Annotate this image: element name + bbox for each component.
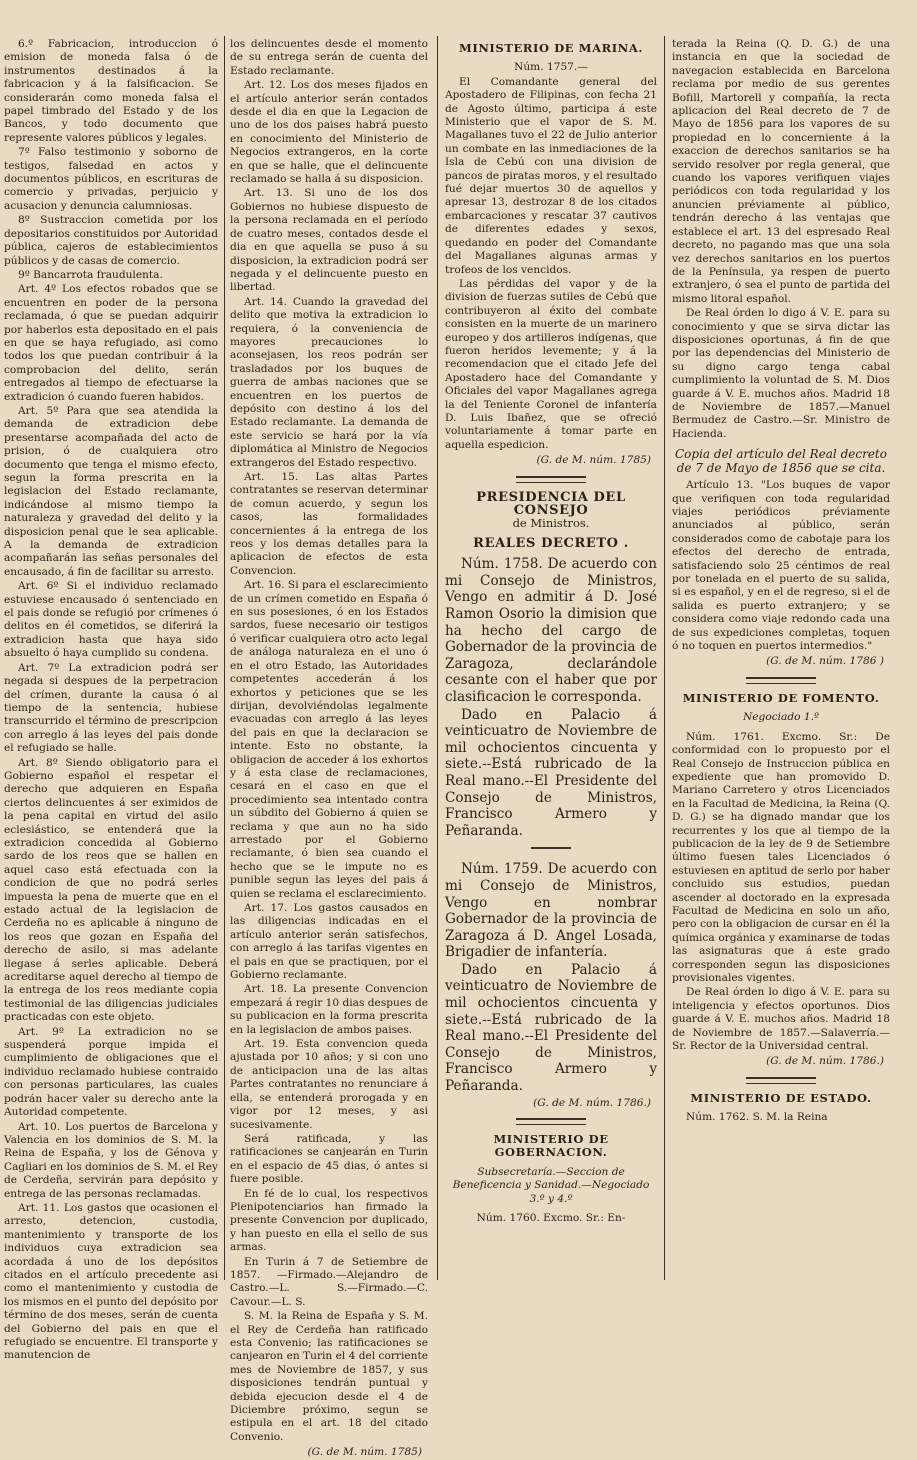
gazette-reference: (G. de M. núm. 1785) bbox=[307, 1446, 422, 1459]
paragraph: Art. 13. Si uno de los dos Gobiernos no hubiese dispuesto de la persona reclamada en el período de cuatro meses, contados desde el dia en que aquella se puso á su disposicion, la extradicion podrá ser negada y el delincuente puesto en libertad. bbox=[230, 187, 428, 294]
paragraph: Art. 19. Esta convencion queda ajustada por 10 años; y si con uno de anticipacion una de las altas Partes contratantes no renunciare á ella, se entenderá prorogada y en vigor por 12 meses, y asi sucesivamente. bbox=[230, 1038, 428, 1131]
paragraph: S. M. la Reina de España y S. M. el Rey de Cerdeña han ratificado esta Convenio; las ratificaciones se canjearon en Turin el 4 del corriente mes de Noviembre de 1857, y sus disposiciones tendrán puntual y debida ejecucion desde el 4 de Diciembre próximo, segun se estipula en el art. 18 del citado Convenio. bbox=[230, 1310, 428, 1443]
subsection-label: Negociado 1.º bbox=[743, 711, 819, 724]
section-subheading: de Ministros. bbox=[512, 516, 590, 531]
paragraph: Artículo 13. "Los buques de vapor que verifiquen con toda regularidad viajes periódicos préviamente anunciados al público, serán considerados como de cabotaje para los efectos del derecho de entrada, satisfaciendo solo 25 céntimos de real por tonelada en el puerto de su salida, si es español, y en el de regreso, si el de salida es puerto extranjero; y se considera como viaje redondo cada una de sus expediciones completas, toquen ó no toquen en puertos intermedios." bbox=[672, 479, 890, 653]
paragraph: 9º Bancarrota fraudulenta. bbox=[18, 268, 163, 281]
column-rule bbox=[664, 36, 665, 1280]
gazette-reference: (G. de M. núm. 1786.) bbox=[533, 1096, 651, 1109]
gazette-reference: (G. de M. núm. 1786.) bbox=[766, 1055, 884, 1068]
paragraph: Será ratificada, y las ratificaciones se canjearán en Turin en el espacio de 45 dias, ó antes si fuere posible. bbox=[230, 1132, 428, 1186]
paragraph: Art. 16. Si para el esclarecimiento de un crímen cometido en España ó en sus posesiones, ó en los Estados sardos, fuese necesario oir testigos ó verificar cualquiera otro acto legal de análoga naturaleza en el uno ó en el otro Estado, las Autoridades competentes accederán á los exhortos y peticiones que se les dirijan, devolviéndolas legalmente evacuadas con arreglo á las leyes del pais en que la declaracion se intente. Esto no obstante, la obligacion de acceder á los exhortos y á esta clase de reclamaciones, cesará en el caso en que el procedimiento sea intentado contra un súbdito del Gobierno á quien se reclama y que aun no ha sido arrestado por el Gobierno reclamante, ó bien sea cuando el hecho que se le impute no es punible segun las leyes del pais á quien se reclama el esclarecimiento. bbox=[230, 579, 428, 900]
paragraph: los delincuentes desde el momento de su entrega serán de cuenta del Estado reclamante. bbox=[230, 38, 428, 77]
decree-block bbox=[445, 556, 657, 1094]
section-heading-estado: MINISTERIO DE ESTADO. bbox=[690, 1090, 872, 1105]
column-rule bbox=[224, 36, 225, 1280]
paragraph: Dado en Palacio á veinticuatro de Noviembre de mil ochocientos cincuenta y siete.--Está rubricado de la Real mano.--El Presidente del Consejo de Ministros, Francisco Armero y Peñaranda. bbox=[445, 961, 657, 1095]
paragraph: Art. 15. Las altas Partes contratantes se reservan determinar de comun acuerdo, y segun los casos, las formalidades concernientes á la entrega de los reos y los demas detalles para la aplicacion de efectos de esta Convencion. bbox=[230, 471, 428, 577]
paragraph: terada la Reina (Q. D. G.) de una instancia en que la sociedad de navegacion establecida en Barcelona reclama por medio de sus gerentes Bofill, Martorell y compañía, la recta aplicacion del Real decreto de 7 de Mayo de 1856 para los vapores de su propiedad en lo concerniente á la exaccion de derechos sanitarios se ha servido resolver por regla general, que cuando los vapores verifiquen viajes periódicos con toda regularidad y los anuncien préviamente al público, tendrán derecho á las ventajas que establece el art. 13 del espresado Real decreto, no pagando mas que una sola vez derechos sanitarios en los puertos de la Península, ya respen de puerto extranjero, ó sea el punto de partida del mismo litoral español. bbox=[672, 38, 890, 305]
section-heading-fomento: MINISTERIO DE FOMENTO. bbox=[682, 690, 880, 705]
separator bbox=[531, 847, 571, 853]
section-heading-presidencia: PRESIDENCIA DEL CONSEJO bbox=[476, 489, 626, 518]
paragraph: Art. 5º Para que sea atendida la demanda de extradicion debe presentarse acompañada del acto de prision, ó de cualquiera otro documento que tenga el mismo efecto, segun la forma prescrita en la legislacion del Estado reclamante, indicándose al mismo tiempo la naturaleza y gravedad del delito y la disposicion penal que le sea aplicable. A la demanda de extradicion acompañarán las señas personales del encausado, á fin de facilitar su arresto. bbox=[4, 404, 218, 578]
paragraph: Art. 12. Los dos meses fijados en el artículo anterior serán contados desde el dia en que la Legacion de uno de los dos paises habrá puesto en conocimiento del Ministerio de Negocios extrangeros, en la corte en que se halle, que el delincuente reclamado se halla á su disposicion. bbox=[230, 79, 428, 186]
column-3 bbox=[445, 38, 657, 1274]
paragraph: De Real órden lo digo á V. E. para su conocimiento y que se sirva dictar las disposiciones oportunas, á fin de que por las dependencias del Ministerio de su digno cargo tenga cabal cumplimiento la voluntad de S. M. Dios guarde á V. E. muchos años. Madrid 18 de Noviembre de 1857.—Manuel Bermudez de Castro.—Sr. Ministro de Hacienda. bbox=[672, 307, 890, 440]
paragraph: Art. 6º Si el individuo reclamado estuviese encausado ó sentenciado en el pais donde se refugió por crímenes ó delitos en él cometidos, se diferirá la extradicion hasta que haya sido absuelto ó haya cumplido su condena. bbox=[4, 580, 218, 660]
paragraph: Núm. 1758. De acuerdo con mi Consejo de Ministros, Vengo en admitir á D. José Ramon Osorio la dimision que ha hecho del cargo de Gobernador de la provincia de Zaragoza, declarándole cesante con el haber que por clasificacion le corresponda. bbox=[445, 556, 657, 705]
paragraph: En Turin á 7 de Setiembre de 1857. —Firmado.—Alejandro de Castro.—L. S.—Firmado.—C. Cavour.—L. S. bbox=[230, 1255, 428, 1308]
column-2 bbox=[230, 38, 428, 1459]
paragraph: 8º Sustraccion cometida por los depositarios constituidos por Autoridad pública, cajeros de establecimientos públicos y de casas de comercio. bbox=[4, 214, 218, 267]
column-rule bbox=[437, 36, 438, 1280]
paragraph: Núm. 1761. Excmo. Sr.: De conformidad con lo propuesto por el Real Consejo de Instruccion pública en expediente que han promovido D. Mariano Carretero y otros Licenciados en la Facultad de Medicina, la Reina (Q. D. G.) se ha dignado mandar que los recurrentes y los que al tiempo de la publicacion de la ley de 9 de Setiembre último fuesen tales Licenciados ó estuviesen en aptitud de serlo por haber concluido sus estudios, puedan ascender al doctorado en la expresada Facultad de Medicina en solo un año, pero con la obligacion de cursar en él la química orgánica y examinarse de todas las asignaturas que á este grado corresponden segun las disposiciones provisionales vigentes. bbox=[672, 730, 890, 984]
paragraph: Art. 7º La extradicion podrá ser negada si despues de la perpetracion del crímen, durante la causa ó al tiempo de la sentencia, hubiese transcurrido el término de prescripcion con arreglo á las leyes del pais donde el refugiado se halle. bbox=[4, 661, 218, 755]
decree-number: Núm. 1757.— bbox=[514, 61, 588, 74]
paragraph: Núm. 1762. S. M. la Reina bbox=[686, 1111, 828, 1124]
paragraph: Art. 4º Los efectos robados que se encuentren en poder de la persona reclamada, ó que se puedan adquirir por haberlos esta depositado en el pais en que se haya refugiado, asi como todos los que puedan contribuir á la comprobacion del delito, serán entregados al tiempo de efectuarse la extradicion ó cuando fueren habidos. bbox=[4, 283, 218, 403]
paragraph: Art. 8º Siendo obligatorio para el Gobierno español el respetar el derecho que adquieren en España ciertos delincuentes á ser eximidos de la pena capital en virtud del asilo eclesiástico, se entenderá que la extradicion concedida al Gobierno sardo de los reos que se hallen en aquel caso está efectuada con la condicion de que no podrá serles impuesta la pena de muerte que en el estado actual de la legislacion de Cerdeña no es aplicable á ninguno de los reos que gozan en España del derecho de asilo, si mas adelante llegase á serles aplicable. Deberá acreditarse aquel derecho al tiempo de la entrega de los reos mediante copia testimonial de las diligencias judiciales practicadas con este objeto. bbox=[4, 756, 218, 1024]
separator bbox=[746, 1077, 816, 1084]
gazette-reference: (G. de M. núm. 1785) bbox=[536, 454, 651, 467]
section-heading-marina: MINISTERIO DE MARINA. bbox=[459, 41, 643, 55]
paragraph: De Real órden lo digo á V. E. para su inteligencia y efectos oportunos. Dios guarde á V. E. muchos años. Madrid 18 de Noviembre de 1857.—Salaverría.—Sr. Rector de la Universidad central. bbox=[672, 986, 890, 1053]
paragraph: El Comandante general del Apostadero de Filipinas, con fecha 21 de Agosto último, participa á este Ministerio que el vapor de S. M. Magallanes tuvo el 22 de Julio anterior un combate en las inmediaciones de la Isla de Cebú con una division de pancos de piratas moros, y el resultado fué dejar muertos 30 de aquellos y apresar 13, destrozar 8 de los citados embarcaciones y rescatar 37 cautivos de diferentes edades y sexos, quedando en poder del Comandante del Magallanes algunas armas y trofeos de los vencidos. bbox=[445, 75, 657, 276]
paragraph: Art. 9º La extradicion no se suspenderá porque impida el cumplimiento de obligaciones que el individuo reclamado hubiese contraido con personas particulares, las cuales podrán hacer valer su derecho ante la Autoridad competente. bbox=[4, 1025, 218, 1119]
paragraph: Art. 11. Los gastos que ocasionen el arresto, detencion, custodia, mantenimiento y transporte de los individuos cuya extradicion sea acordada á uno de los depósitos citados en el artículo precedente asi como el mantenimiento y custodia de los mismos en el punto del depósito por término de dos meses, serán de cuenta del Gobierno del pais en que el refugiado se encuentre. El transporte y manutencion de bbox=[4, 1201, 218, 1362]
separator bbox=[516, 1118, 586, 1125]
paragraph: Dado en Palacio á veinticuatro de Noviembre de mil ochocientos cincuenta y siete.--Está rubricado de la Real mano.--El Presidente del Consejo de Ministros, Francisco Armero y Peñaranda. bbox=[445, 706, 657, 839]
paragraph: Núm. 1759. De acuerdo con mi Consejo de Ministros, Vengo en nombrar Gobernador de la provincia de Zaragoza á D. Angel Losada, Brigadier de infantería. bbox=[445, 861, 657, 961]
paragraph: Art. 14. Cuando la gravedad del delito que motiva la extradicion lo requiera, ó la conveniencia de mayores precauciones lo aconsejasen, los reos podrán ser trasladados por los buques de guerra de ambas naciones que se encuentren en los puertos de depósito con destino á los del Estado reclamante. La demanda de este servicio se hará por la vía diplomática al Ministro de Negocios extrangeros del Estado respectivo. bbox=[230, 295, 428, 469]
subsection-label: Subsecretaría.—Seccion de Beneficencia y Sanidad.—Negociado 3.º y 4.º bbox=[452, 1165, 650, 1205]
separator bbox=[516, 476, 586, 483]
paragraph: 7º Falso testimonio y soborno de testigos, falsedad en actos y documentos públicos, en escrituras de comercio y privadas, perjuicio y acusacion y denuncia calumniosas. bbox=[4, 146, 218, 212]
column-1 bbox=[4, 38, 219, 1362]
paragraph: Las pérdidas del vapor y de la division de fuerzas sutiles de Cebú que contribuyeron al éxito del combate consisten en la muerte de un marinero europeo y dos artilleros indígenas, que fueron heridos levemente; y á la recomendacion que el citado Jefe del Apostadero hace del Comandante y Oficiales del vapor Magallanes agrega la del Teniente Coronel de infantería D. Luis Ibañez, que se ofreció voluntariamente á tomar parte en aquella espedicion. bbox=[445, 277, 657, 451]
quoted-article-title: Copia del artículo del Real decreto de 7 de Mayo de 1856 que se cita. bbox=[675, 447, 887, 476]
paragraph: Art. 17. Los gastos causados en las diligencias indicadas en el artículo anterior serán satisfechos, con arreglo á las tarifas vigentes en el pais en que se practiquen, por el Gobierno reclamante. bbox=[230, 902, 428, 982]
section-heading-gobernacion: MINISTERIO DE GOBERNACION. bbox=[493, 1132, 609, 1160]
paragraph: En fé de lo cual, los respectivos Plenipotenciarios han firmado la presente Convencion por duplicado, y han puesto en ella el sello de sus armas. bbox=[230, 1187, 428, 1254]
gazette-reference: (G. de M. núm. 1786 ) bbox=[766, 655, 884, 668]
separator bbox=[746, 677, 816, 684]
paragraph: Núm. 1760. Excmo. Sr.: En- bbox=[476, 1212, 626, 1225]
paragraph: 6.º Fabricacion, introduccion ó emision de moneda falsa ó de instrumentos destinados á la fabricacion y á la falsificacion. Se considerarán como moneda falsa el papel timbrado del Estado y de los Bancos, y todo documento que represente valores públicos y legales. bbox=[4, 38, 218, 144]
section-heading-reales-decreto: REALES DECRETO . bbox=[473, 535, 629, 551]
paragraph: Art. 10. Los puertos de Barcelona y Valencia en los dominios de S. M. la Reina de España, y los de Génova y Cagliari en los dominios de S. M. el Rey de Cerdeña, servirán para depósito y entrega de las personas reclamadas. bbox=[4, 1120, 219, 1200]
column-4 bbox=[672, 38, 890, 1274]
paragraph: Art. 18. La presente Convencion empezará á regir 10 dias despues de su publicacion en la forma prescrita en la legislacion de ambos paises. bbox=[230, 983, 428, 1036]
